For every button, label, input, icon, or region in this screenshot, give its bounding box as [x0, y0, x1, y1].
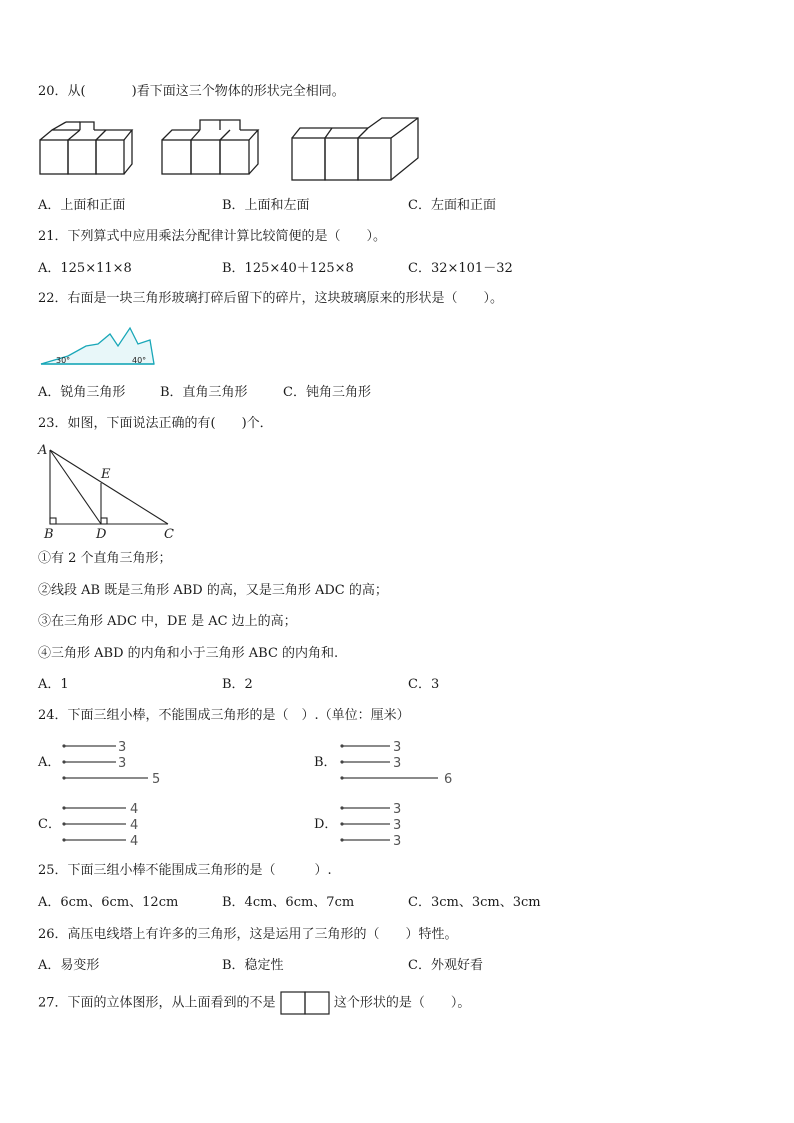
- q25-stem: 25．下面三组小棒不能围成三角形的是（ ）.: [38, 863, 332, 878]
- q24-option-a-label[interactable]: A．: [38, 755, 61, 770]
- q24-stem: 24．下面三组小棒，不能围成三角形的是（ ）.（单位：厘米）: [38, 708, 410, 723]
- q22-stem: 22．右面是一块三角形玻璃打碎后留下的碎片，这块玻璃原来的形状是（ ）。: [38, 291, 504, 306]
- q25-option-c[interactable]: C．3cm、3cm、3cm: [408, 895, 541, 910]
- q23-label-e: E: [101, 467, 111, 482]
- q20-object-3: [292, 118, 418, 180]
- q22-option-b[interactable]: B．直角三角形: [160, 385, 248, 400]
- q26-stem: 26．高压电线塔上有许多的三角形，这是运用了三角形的（ ）特性。: [38, 927, 458, 942]
- q24-b-stick-3: 6: [444, 772, 453, 787]
- q21-stem: 21．下列算式中应用乘法分配律计算比较简便的是（ ）。: [38, 229, 387, 244]
- q21-option-b[interactable]: B．125×40＋125×8: [222, 261, 354, 276]
- q27-two-square-shape: [280, 991, 330, 1015]
- q24-c-stick-3: 4: [130, 834, 139, 849]
- q21-option-a[interactable]: A．125×11×8: [38, 261, 132, 276]
- q20-option-c[interactable]: C．左面和正面: [408, 198, 496, 213]
- q23-label-a: A: [38, 443, 48, 458]
- q24-a-stick-2: 3: [118, 756, 127, 771]
- q20-stem-pre: 20．从(: [38, 84, 86, 99]
- q24-a-stick-1: 3: [118, 740, 127, 755]
- q23-triangle-figure: [38, 440, 188, 544]
- q24-d-stick-3: 3: [393, 834, 402, 849]
- q23-option-c[interactable]: C．3: [408, 677, 440, 692]
- q22-option-c[interactable]: C．钝角三角形: [283, 385, 371, 400]
- q23-statement-4: ④三角形 ABD 的内角和小于三角形 ABC 的内角和.: [38, 646, 339, 661]
- q23-statement-3: ③在三角形 ADC 中，DE 是 AC 边上的高；: [38, 614, 297, 629]
- q24-c-stick-2: 4: [130, 818, 139, 833]
- q20-option-b[interactable]: B．上面和左面: [222, 198, 310, 213]
- q20-stem: [38, 83, 345, 101]
- q25-option-b[interactable]: B．4cm、6cm、7cm: [222, 895, 355, 910]
- q23-label-b: B: [44, 527, 54, 542]
- q24-group-c-sticks: [62, 802, 152, 848]
- q22-option-a[interactable]: A．锐角三角形: [38, 385, 126, 400]
- q22-glass-fragment: [38, 322, 158, 368]
- q27-stem-pre: 27．下面的立体图形，从上面看到的不是: [38, 995, 276, 1011]
- q24-d-stick-1: 3: [393, 802, 402, 817]
- q22-angle-right: 40°: [132, 356, 147, 365]
- q24-option-d-label[interactable]: D．: [314, 817, 338, 832]
- q21-option-c[interactable]: C．32×101－32: [408, 261, 513, 276]
- q24-group-b-sticks: [340, 740, 460, 786]
- q24-option-c-label[interactable]: C．: [38, 817, 61, 832]
- q24-option-b-label[interactable]: B．: [314, 755, 337, 770]
- q23-label-d: D: [96, 527, 107, 542]
- q26-option-c[interactable]: C．外观好看: [408, 958, 483, 973]
- q20-object-1: [40, 122, 132, 174]
- q22-angle-left: 30°: [56, 356, 71, 365]
- q24-c-stick-1: 4: [130, 802, 139, 817]
- q23-statement-2: ②线段 AB 既是三角形 ABD 的高，又是三角形 ADC 的高；: [38, 583, 388, 598]
- q20-cube-figures: [36, 112, 426, 184]
- q24-d-stick-2: 3: [393, 818, 402, 833]
- q23-label-c: C: [164, 527, 174, 542]
- q25-option-a[interactable]: A．6cm、6cm、12cm: [38, 895, 179, 910]
- q23-statement-1: ①有 2 个直角三角形；: [38, 551, 172, 566]
- q23-option-b[interactable]: B．2: [222, 677, 253, 692]
- q27-stem: [38, 991, 470, 1015]
- q27-stem-post: 这个形状的是（ ）。: [333, 995, 471, 1011]
- q23-option-a[interactable]: A．1: [38, 677, 69, 692]
- q20-option-a[interactable]: A．上面和正面: [38, 198, 126, 213]
- q24-group-a-sticks: [62, 740, 172, 786]
- q20-object-2: [162, 120, 258, 174]
- q24-b-stick-2: 3: [393, 756, 402, 771]
- q23-stem: 23．如图，下面说法正确的有( )个．: [38, 416, 273, 431]
- q24-b-stick-1: 3: [393, 740, 402, 755]
- q24-a-stick-3: 5: [152, 772, 161, 787]
- q26-option-b[interactable]: B．稳定性: [222, 958, 284, 973]
- q24-group-d-sticks: [340, 802, 420, 848]
- q20-stem-post: )看下面这三个物体的形状完全相同。: [131, 84, 345, 99]
- q26-option-a[interactable]: A．易变形: [38, 958, 100, 973]
